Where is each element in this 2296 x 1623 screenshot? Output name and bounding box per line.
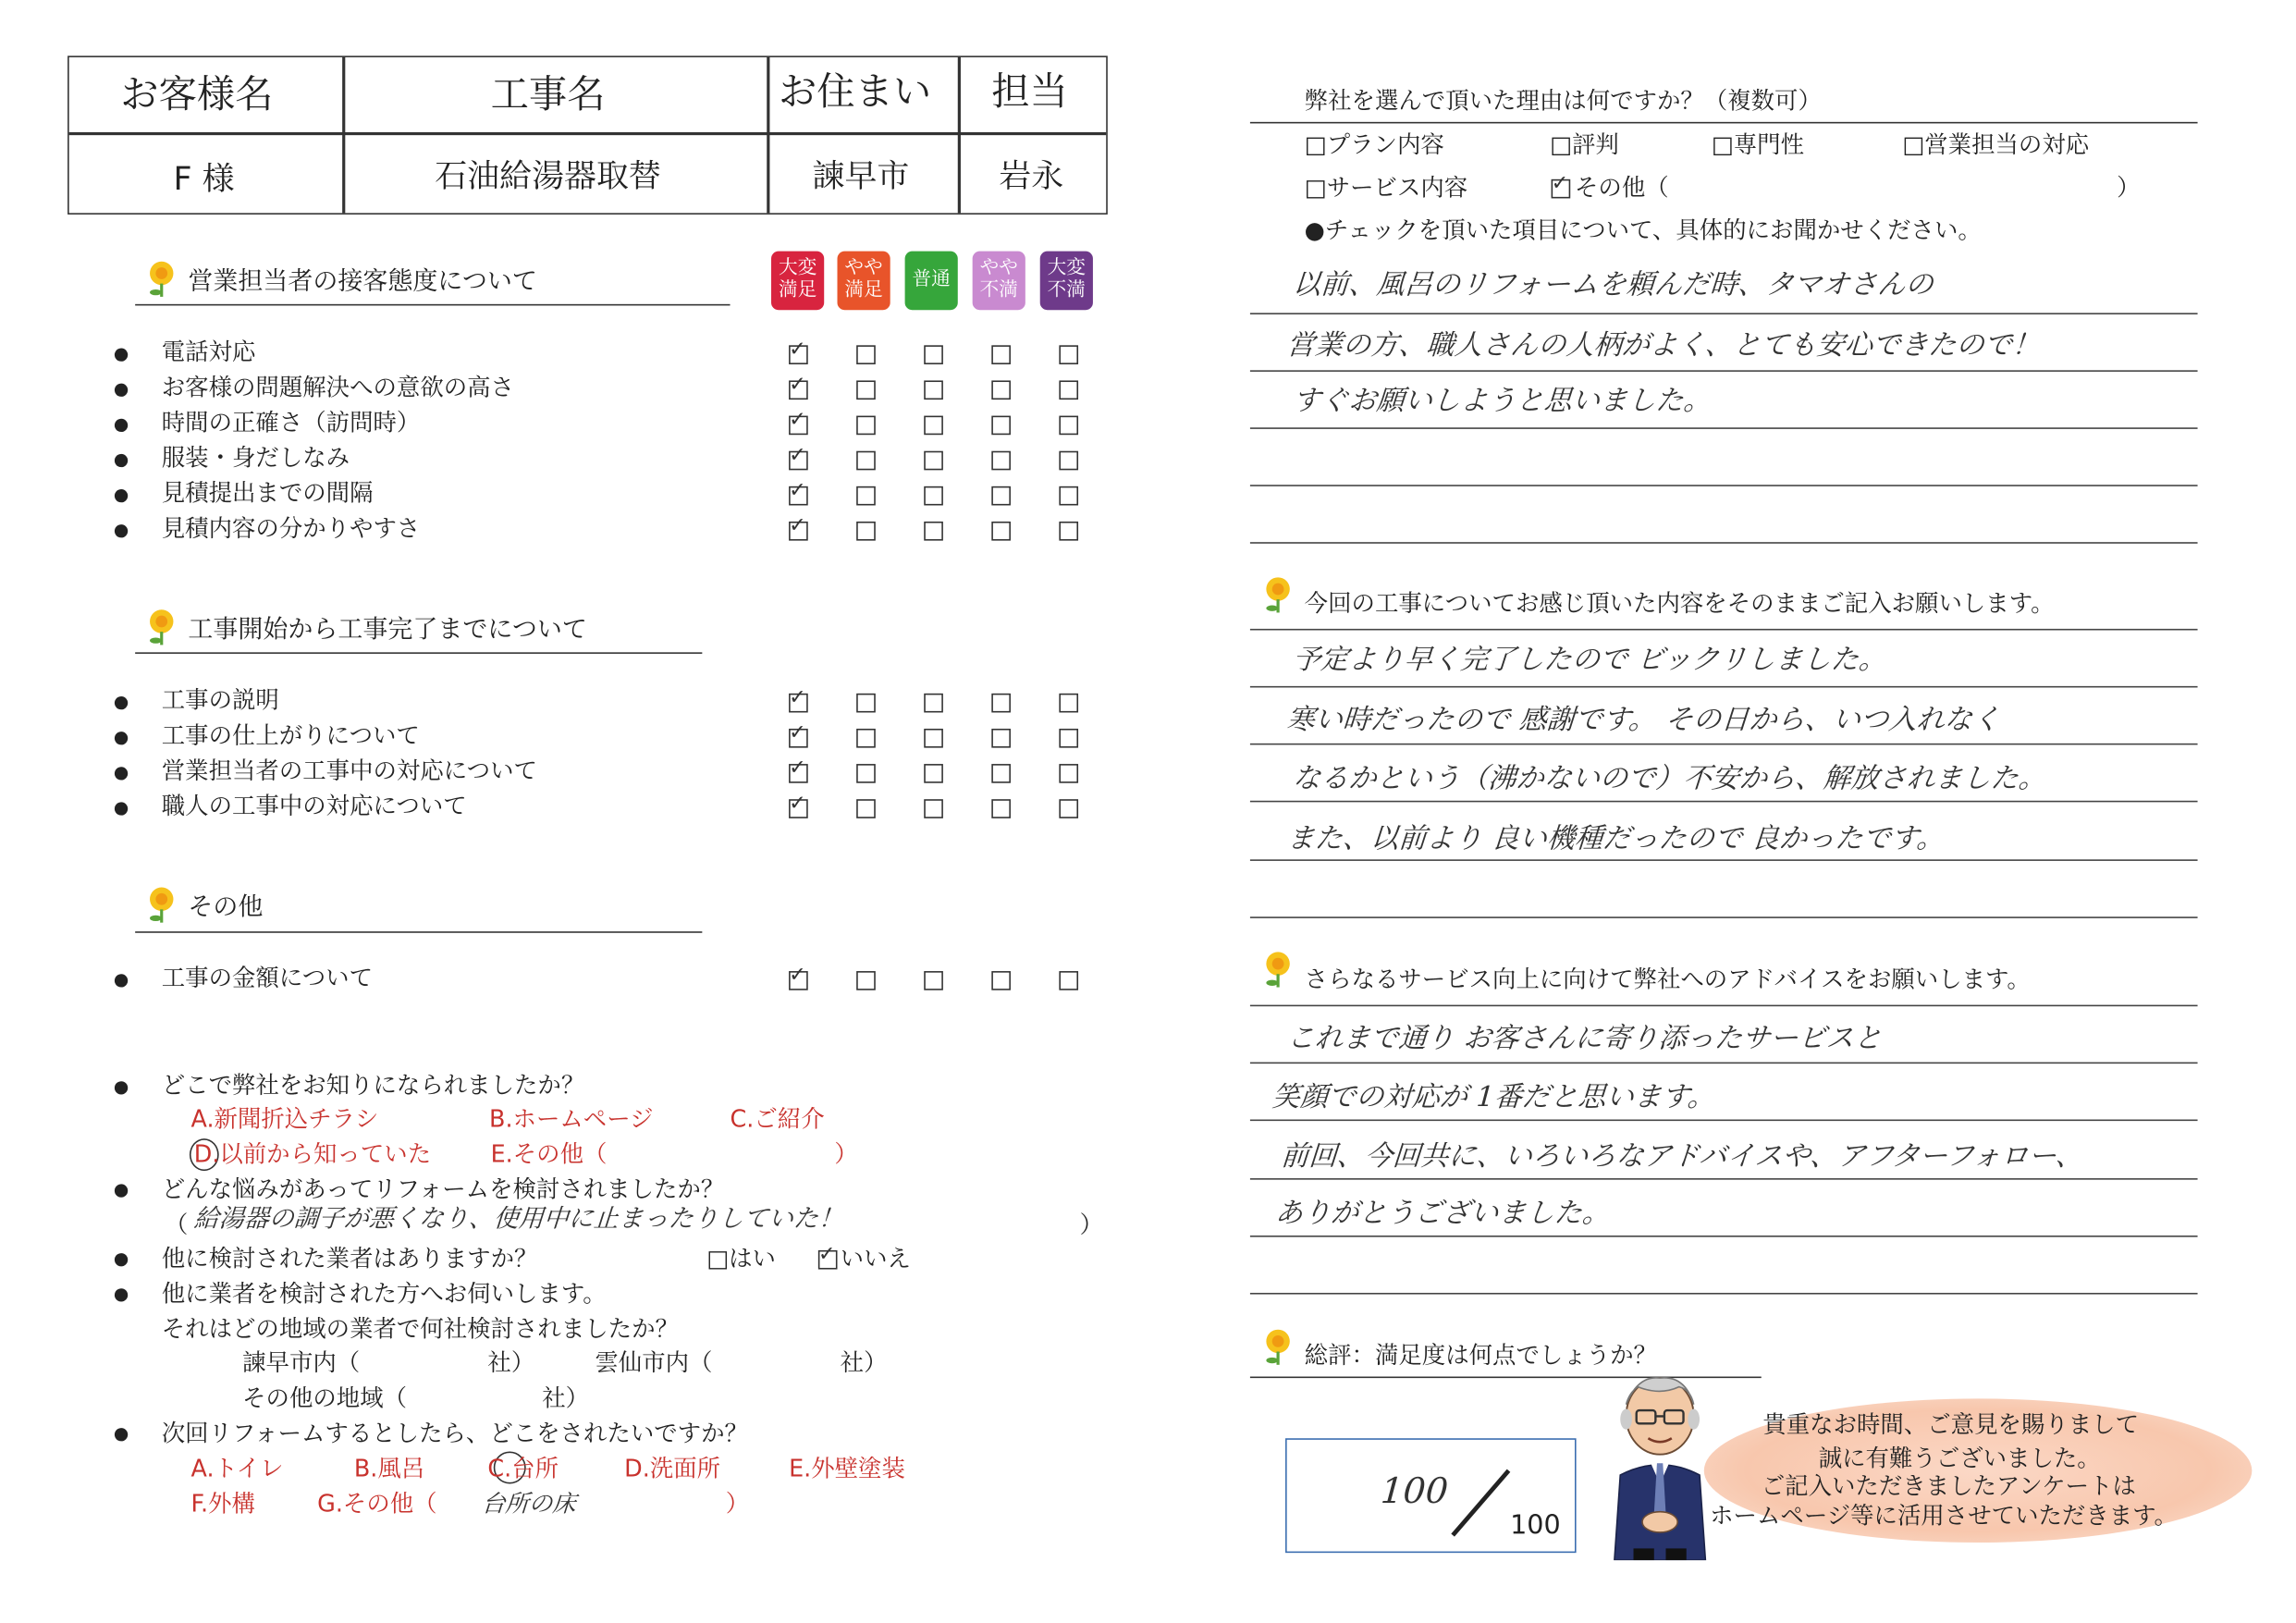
bullet <box>115 1428 128 1441</box>
bullet <box>115 349 128 362</box>
q5-option-f[interactable]: F.外構 <box>190 1489 255 1518</box>
section2-item-label: 工事の仕上がりについて <box>161 721 420 750</box>
section2-rating-checkbox[interactable] <box>789 694 808 713</box>
section1-rating-checkbox[interactable] <box>924 416 943 436</box>
staff-value: 岩永 <box>999 158 1064 196</box>
section2-rating-checkbox[interactable] <box>789 799 808 818</box>
q4-subtext: それはどの地域の業者で何社検討されましたか？ <box>161 1314 679 1343</box>
q4-other: その他の地域（ <box>242 1383 408 1412</box>
q5-option-e[interactable]: E.外壁塗装 <box>789 1454 905 1482</box>
reason-option-other-close: ） <box>2117 173 2141 202</box>
work-label: 工事名 <box>490 73 606 118</box>
score-value: 100 <box>1379 1470 1450 1512</box>
section1-rating-checkbox[interactable] <box>856 345 876 364</box>
q2-text: どんな悩みがあってリフォームを検討されましたか？ <box>161 1174 725 1204</box>
section3-rating-checkbox[interactable] <box>856 971 876 990</box>
reason-title: 弊社を選んで頂いた理由は何ですか？（複数可） <box>1304 86 1822 115</box>
sunflower-icon <box>147 886 177 924</box>
impression-title: 今回の工事についてお感じ頂いた内容をそのままご記入お願いします。 <box>1304 589 2055 618</box>
q1-option-e[interactable]: E.その他（ <box>490 1139 608 1168</box>
section1-rating-checkbox[interactable] <box>991 522 1011 541</box>
q5-other-answer: 台所の床 <box>481 1489 577 1518</box>
rating-very-dissatisfied: 大変 不満 <box>1040 252 1093 311</box>
reason-line-3: すぐお願いしようと思いました。 <box>1291 385 1713 418</box>
reason-detail-prompt: ●チェックを頂いた項目について、具体的にお聞かせください。 <box>1304 215 1982 244</box>
section2-rating-checkbox[interactable] <box>789 764 808 783</box>
sunflower-icon <box>1263 1328 1293 1366</box>
q4-isahaya: 諫早市内（ <box>242 1348 361 1377</box>
reason-option-other: その他（ <box>1574 173 1669 202</box>
section1-rating-checkbox[interactable] <box>856 486 876 506</box>
bullet <box>115 1081 128 1094</box>
section1-rating-checkbox[interactable] <box>1059 522 1078 541</box>
advice-line-2: 笑顔での対応が 1番だと思います。 <box>1271 1081 1717 1114</box>
q2-open: （ <box>164 1211 189 1239</box>
q1-option-e-close: ） <box>834 1139 858 1168</box>
thanks-line-3: ご記入いただきましたアンケートは <box>1761 1471 2136 1500</box>
impression-line-3: なるかという（沸かないので）不安から、解放されました。 <box>1291 762 2048 795</box>
reason-option-plan[interactable]: □プラン内容 <box>1304 130 1444 159</box>
section1-title: 営業担当者の接客態度について <box>188 267 537 297</box>
section3-rating-checkbox[interactable] <box>1059 971 1078 990</box>
section1-item-label: 見積提出までの間隔 <box>161 478 374 508</box>
q5-option-c[interactable]: C.台所 <box>487 1454 559 1482</box>
advice-line-1: これまで通り お客さんに寄り添ったサービスと <box>1285 1022 1884 1055</box>
bullet <box>115 384 128 397</box>
reason-option-sales-staff[interactable]: □営業担当の対応 <box>1902 130 2090 159</box>
impression-line-2: 寒い時だったので 感謝です。 その日から、いつ入れなく <box>1285 703 2002 736</box>
customer-value: F 様 <box>173 161 235 199</box>
section2-rating-checkbox[interactable] <box>789 729 808 748</box>
reason-option-service[interactable]: □サービス内容 <box>1304 173 1468 202</box>
section2-title: 工事開始から工事完了までについて <box>188 615 587 646</box>
q1-option-c[interactable]: C.ご紹介 <box>730 1104 825 1133</box>
section1-rating-checkbox[interactable] <box>856 380 876 400</box>
section3-rating-checkbox[interactable] <box>789 971 808 990</box>
score-title: 総評：満足度は何点でしょうか？ <box>1304 1341 1657 1370</box>
bullet <box>115 1288 128 1301</box>
section1-rating-checkbox[interactable] <box>991 416 1011 436</box>
bullet <box>115 1253 128 1266</box>
q1-option-d[interactable]: D.以前から知っていた <box>193 1139 432 1168</box>
q4-isahaya-close: 社） <box>487 1348 535 1377</box>
section2-rating-checkbox[interactable] <box>924 729 943 748</box>
section2-rating-checkbox[interactable] <box>1059 694 1078 713</box>
section1-rating-checkbox[interactable] <box>789 345 808 364</box>
section2-rating-checkbox[interactable] <box>924 694 943 713</box>
section2-rating-checkbox[interactable] <box>1059 799 1078 818</box>
section2-rating-checkbox[interactable] <box>856 729 876 748</box>
q2-answer: 給湯器の調子が悪くなり、使用中に止まったりしていた！ <box>192 1204 845 1235</box>
section2-rating-checkbox[interactable] <box>1059 764 1078 783</box>
q3-yes[interactable]: □はい <box>706 1244 776 1273</box>
sunflower-icon <box>147 609 177 646</box>
section1-rating-checkbox[interactable] <box>789 380 808 400</box>
bullet <box>115 696 128 709</box>
section1-item-label: 見積内容の分かりやすさ <box>161 514 421 543</box>
q4-text: 他に業者を検討された方へお伺いします。 <box>161 1279 607 1308</box>
section2-rating-checkbox[interactable] <box>1059 729 1078 748</box>
section1-rating-checkbox[interactable] <box>924 380 943 400</box>
section1-rating-checkbox[interactable] <box>1059 486 1078 506</box>
section1-item-label: 電話対応 <box>161 338 256 366</box>
section1-rating-checkbox[interactable] <box>1059 451 1078 471</box>
work-value: 石油給湯器取替 <box>435 158 661 196</box>
section2-item-label: 職人の工事中の対応について <box>161 792 467 820</box>
bullet <box>115 802 128 815</box>
bullet <box>115 732 128 744</box>
reason-option-reputation[interactable]: □評判 <box>1549 130 1619 159</box>
thanks-line-4: ホームページ等に活用させていただきます。 <box>1710 1501 2178 1530</box>
section1-rating-checkbox[interactable] <box>789 522 808 541</box>
q1-option-a[interactable]: A.新聞折込チラシ <box>190 1104 379 1133</box>
staff-label: 担当 <box>991 70 1068 115</box>
bullet <box>115 419 128 432</box>
rating-dissatisfied: やや 不満 <box>973 252 1025 311</box>
section1-rating-checkbox[interactable] <box>991 486 1011 506</box>
sunflower-icon <box>147 260 177 298</box>
section1-rating-checkbox[interactable] <box>991 451 1011 471</box>
bullet <box>115 1184 128 1197</box>
section2-rating-checkbox[interactable] <box>924 799 943 818</box>
q4-unzen-close: 社） <box>840 1348 888 1377</box>
section1-rating-checkbox[interactable] <box>991 345 1011 364</box>
section2-rating-checkbox[interactable] <box>856 799 876 818</box>
q4-unzen: 雲仙市内（ <box>595 1348 713 1377</box>
q5-text: 次回リフォームするとしたら、どこをされたいですか？ <box>161 1419 748 1447</box>
section1-rating-checkbox[interactable] <box>856 522 876 541</box>
score-slash <box>1447 1465 1515 1542</box>
q5-option-g[interactable]: G.その他（ <box>317 1489 437 1518</box>
section2-rating-checkbox[interactable] <box>991 764 1011 783</box>
section1-rating-checkbox[interactable] <box>789 416 808 436</box>
section3-rating-checkbox[interactable] <box>991 971 1011 990</box>
advice-line-3: 前回、今回共に、いろいろなアドバイスや、アフターフォロー、 <box>1280 1139 2085 1173</box>
q1-text: どこで弊社をお知りになられましたか？ <box>161 1071 585 1100</box>
thanks-line-2: 誠に有難うございました。 <box>1818 1444 2101 1472</box>
section1-rating-checkbox[interactable] <box>924 345 943 364</box>
section3-rating-checkbox[interactable] <box>924 971 943 990</box>
sunflower-icon <box>1263 576 1293 614</box>
impression-line-4: また、以前より 良い機種だったので 良かったです。 <box>1285 822 1946 855</box>
q1-option-b[interactable]: B.ホームページ <box>489 1104 654 1133</box>
section1-rating-checkbox[interactable] <box>1059 380 1078 400</box>
advice-line-4: ありがとうございました。 <box>1273 1197 1612 1230</box>
impression-line-1: 予定より早く完了したので ビックリしました。 <box>1291 643 1888 676</box>
section2-item-label: 営業担当者の工事中の対応について <box>161 756 537 785</box>
section1-rating-checkbox[interactable] <box>924 522 943 541</box>
section2-rating-checkbox[interactable] <box>856 694 876 713</box>
section1-rating-checkbox[interactable] <box>856 451 876 471</box>
q5-option-g-close: ） <box>725 1489 750 1518</box>
section2-rating-checkbox[interactable] <box>924 764 943 783</box>
reason-option-expertise[interactable]: □専門性 <box>1711 130 1805 159</box>
section2-rating-checkbox[interactable] <box>856 764 876 783</box>
section1-item-label: 時間の正確さ（訪問時） <box>161 408 421 436</box>
rating-neutral: 普通 <box>905 252 958 311</box>
bullet <box>115 974 128 987</box>
q5-option-a[interactable]: A.トイレ <box>190 1454 284 1482</box>
section2-rating-checkbox[interactable] <box>991 799 1011 818</box>
section1-item-label: お客様の問題解決への意欲の高さ <box>161 373 515 401</box>
rating-very-satisfied: 大変 満足 <box>771 252 824 311</box>
q2-close: ） <box>1079 1211 1104 1239</box>
section2-item-label: 工事の説明 <box>161 685 279 715</box>
reason-other-checkbox[interactable] <box>1552 179 1571 199</box>
rating-satisfied: やや 満足 <box>838 252 890 311</box>
section1-rating-checkbox[interactable] <box>924 451 943 471</box>
q4-other-close: 社） <box>542 1383 590 1412</box>
thanks-line-1: 貴重なお時間、ご意見を賜りまして <box>1762 1410 2140 1439</box>
q3-text: 他に検討された業者はありますか？ <box>161 1244 538 1273</box>
score-max: 100 <box>1510 1510 1561 1542</box>
section1-rating-checkbox[interactable] <box>1059 416 1078 436</box>
bullet <box>115 489 128 502</box>
section1-rating-checkbox[interactable] <box>1059 345 1078 364</box>
section2-rating-checkbox[interactable] <box>991 694 1011 713</box>
section1-rating-checkbox[interactable] <box>924 486 943 506</box>
q5-option-d[interactable]: D.洗面所 <box>624 1454 721 1482</box>
city-label: お住まい <box>778 70 932 115</box>
bullet <box>115 767 128 780</box>
section1-item-label: 服装・身だしなみ <box>161 443 350 472</box>
reason-line-1: 以前、風呂のリフォームを頼んだ時、タマオさんの <box>1291 268 1934 301</box>
section1-rating-checkbox[interactable] <box>991 380 1011 400</box>
section2-rating-checkbox[interactable] <box>991 729 1011 748</box>
q3-no-checkbox[interactable] <box>818 1250 838 1270</box>
bullet <box>115 524 128 537</box>
sunflower-icon <box>1263 951 1293 989</box>
reason-line-2: 営業の方、職人さんの人柄がよく、とても安心できたので！ <box>1285 328 2042 362</box>
bullet <box>115 454 128 467</box>
customer-label: お客様名 <box>120 73 274 118</box>
section3-item-label: 工事の金額について <box>161 964 374 992</box>
section1-rating-checkbox[interactable] <box>789 486 808 506</box>
q5-option-b[interactable]: B.風呂 <box>353 1454 425 1482</box>
section1-rating-checkbox[interactable] <box>856 416 876 436</box>
section1-rating-checkbox[interactable] <box>789 451 808 471</box>
advice-title: さらなるサービス向上に向けて弊社へのアドバイスをお願いします。 <box>1304 965 2031 993</box>
section3-title: その他 <box>188 892 264 923</box>
q3-no: いいえ <box>840 1244 911 1273</box>
city-value: 諫早市 <box>812 158 910 196</box>
